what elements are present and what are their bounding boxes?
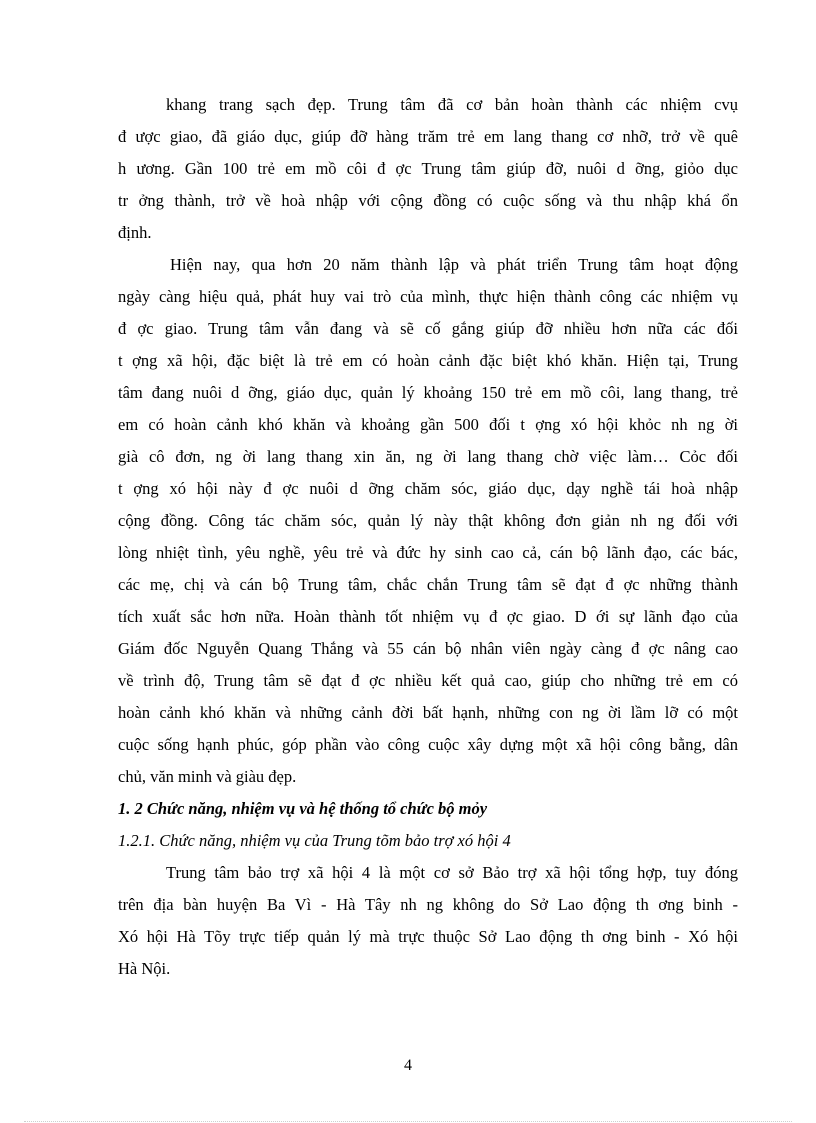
paragraph-2-line-15: hoàn cảnh khó khăn và những cảnh đời bất hạnh, những con ng ời lầm lỡ có một <box>118 703 738 722</box>
paragraph-2-line-16: cuộc sống hạnh phúc, góp phần vào công cuộc xây dựng một xã hội công bằng, dân <box>118 735 738 754</box>
paragraph-3-line-2: trên địa bàn huyện Ba Vì - Hà Tây nh ng không do Sở Lao động th ơng binh - <box>118 895 738 914</box>
paragraph-2-line-10: lòng nhiệt tình, yêu nghề, yêu trẻ và đức hy sinh cao cả, cán bộ lãnh đạo, các bác, <box>118 543 738 562</box>
paragraph-2-line-11: các mẹ, chị và cán bộ Trung tâm, chắc chắn Trung tâm sẽ đạt đ ợc những thành <box>118 575 738 594</box>
paragraph-1-line-3: h ương. Gần 100 trẻ em mồ côi đ ợc Trung tâm giúp đỡ, nuôi d ỡng, giỏo dục <box>118 159 738 178</box>
subsection-heading: 1.2.1. Chức năng, nhiệm vụ của Trung tõm bảo trợ xó hội 4 <box>118 831 511 850</box>
paragraph-2-line-8: t ợng xó hội này đ ợc nuôi d ỡng chăm sóc, giáo dục, dạy nghề tái hoà nhập <box>118 479 738 498</box>
paragraph-3-line-3: Xó hội Hà Tõy trực tiếp quản lý mà trực thuộc Sở Lao động th ơng binh - Xó hội <box>118 927 738 946</box>
page-number: 4 <box>404 1057 412 1074</box>
paragraph-2-line-1: Hiện nay, qua hơn 20 năm thành lập và phát triển Trung tâm hoạt động <box>170 255 738 274</box>
paragraph-2-line-3: đ ợc giao. Trung tâm vẫn đang và sẽ cố gắng giúp đỡ nhiều hơn nữa các đối <box>118 319 738 338</box>
page-bottom-divider <box>24 1121 792 1122</box>
paragraph-2-line-7: già cô đơn, ng ời lang thang xin ăn, ng ời lang thang chờ việc làm… Cỏc đối <box>118 447 738 466</box>
paragraph-1-line-2: đ ược giao, đã giáo dục, giúp đỡ hàng trăm trẻ em lang thang cơ nhỡ, trở về quê <box>118 127 738 146</box>
paragraph-2-line-2: ngày càng hiệu quả, phát huy vai trò của mình, thực hiện thành công các nhiệm vụ <box>118 287 738 306</box>
paragraph-2-line-17: chủ, văn minh và giàu đẹp. <box>118 767 297 786</box>
paragraph-1-line-4: tr ởng thành, trở về hoà nhập với cộng đồng có cuộc sống và thu nhập khá ổn <box>118 191 738 210</box>
section-heading: 1. 2 Chức năng, nhiệm vụ và hệ thống tổ chức bộ mỏy <box>118 799 488 818</box>
paragraph-3-line-1: Trung tâm bảo trợ xã hội 4 là một cơ sở Bảo trợ xã hội tổng hợp, tuy đóng <box>166 863 738 882</box>
paragraph-1-line-5: định. <box>118 223 152 242</box>
paragraph-2-line-13: Giám đốc Nguyễn Quang Thắng và 55 cán bộ nhân viên ngày càng đ ợc nâng cao <box>118 639 738 658</box>
paragraph-2-line-9: cộng đồng. Công tác chăm sóc, quản lý này thật không đơn giản nh ng đối với <box>118 511 738 530</box>
paragraph-2-line-14: về trình độ, Trung tâm sẽ đạt đ ợc nhiều kết quả cao, giúp cho những trẻ em có <box>118 671 738 690</box>
paragraph-2-line-4: t ợng xã hội, đặc biệt là trẻ em có hoàn cảnh đặc biệt khó khăn. Hiện tại, Trung <box>118 351 738 370</box>
paragraph-3-line-4: Hà Nội. <box>118 959 171 978</box>
paragraph-2-line-12: tích xuất sắc hơn nữa. Hoàn thành tốt nhiệm vụ đ ợc giao. D ới sự lãnh đạo của <box>118 607 738 626</box>
paragraph-2-line-6: em có hoàn cảnh khó khăn và khoảng gần 500 đối t ợng xó hội khỏc nh ng ời <box>118 415 738 434</box>
paragraph-1-line-1: khang trang sạch đẹp. Trung tâm đã cơ bản hoàn thành các nhiệm cvụ <box>166 95 738 114</box>
paragraph-2-line-5: tâm đang nuôi d ỡng, giáo dục, quản lý khoảng 150 trẻ em mồ côi, lang thang, trẻ <box>118 383 738 402</box>
